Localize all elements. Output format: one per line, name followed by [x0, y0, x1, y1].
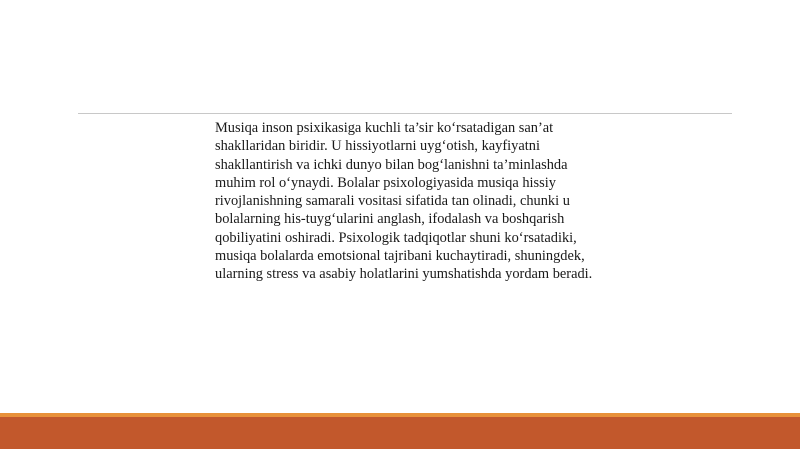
footer-band	[0, 417, 800, 449]
slide-body-paragraph: Musiqa inson psixikasiga kuchli ta’sir ko‘rsatadigan san’at shakllaridan biridir. U hissiyotlarni uyg‘otish, kayfiyatni shakllantirish va ichki dunyo bilan bog‘lanishni ta’minlashda muhim rol o‘ynaydi. Bolalar psixologiyasida musiqa hissiy rivojlanishning samarali vositasi sifatida tan olinadi, chunki u bolalarning his-tuyg‘ularini anglash, ifodalash va boshqarish qobiliyatini oshiradi. Psixologik tadqiqotlar shuni ko‘rsatadiki, musiqa bolalarda emotsional tajribani kuchaytiradi, shuningdek, ularning stress va asabiy holatlarini yumshatishda yordam beradi.	[215, 120, 593, 283]
top-divider-line	[78, 113, 732, 114]
